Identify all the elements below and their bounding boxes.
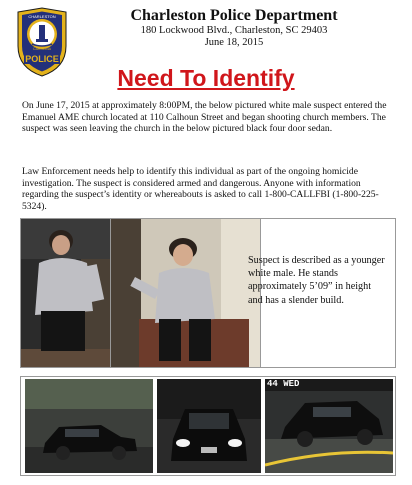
suspect-photo-2 [111,219,261,367]
badge-police-text: POLICE [25,54,59,64]
department-address: 180 Lockwood Blvd., Charleston, SC 29403 [140,25,328,36]
headline: Need To Identify [117,65,295,91]
vehicle-photo-3 [265,379,393,473]
flyer-date: June 18, 2015 [204,37,264,48]
suspect-photo-1 [21,219,111,367]
flyer-header [74,4,394,49]
vehicle-photo-1 [25,379,153,473]
badge-top-text: CHARLESTON [28,14,56,19]
request-paragraph: Law Enforcement needs help to identify this individual as part of the ongoing homicide investigation. The suspect is considered armed and dangerous. Anyone with information regarding the suspect’s identity or whereabouts is asked to call 1-800-CALLFBI (1-800-225-5324). [22,166,379,212]
badge-arc-text: CAROLINA [33,47,51,51]
camera-timestamp: 44 WED [267,379,300,389]
incident-paragraph: On June 17, 2015 at approximately 8:00PM, the below pictured white male suspect entered the Emanuel AME church located at 110 Calhoun Street and began shooting church members. The suspect was seen leaving the church in the below pictured black four door sedan. [22,100,387,135]
vehicle-photo-2 [157,379,261,473]
department-name: Charleston Police Department [130,7,338,24]
suspect-description: Suspect is described as a younger white male. He stands approximately 5’09” in height and has a slender build. [248,255,385,306]
vehicle-photo-grid [20,376,396,476]
